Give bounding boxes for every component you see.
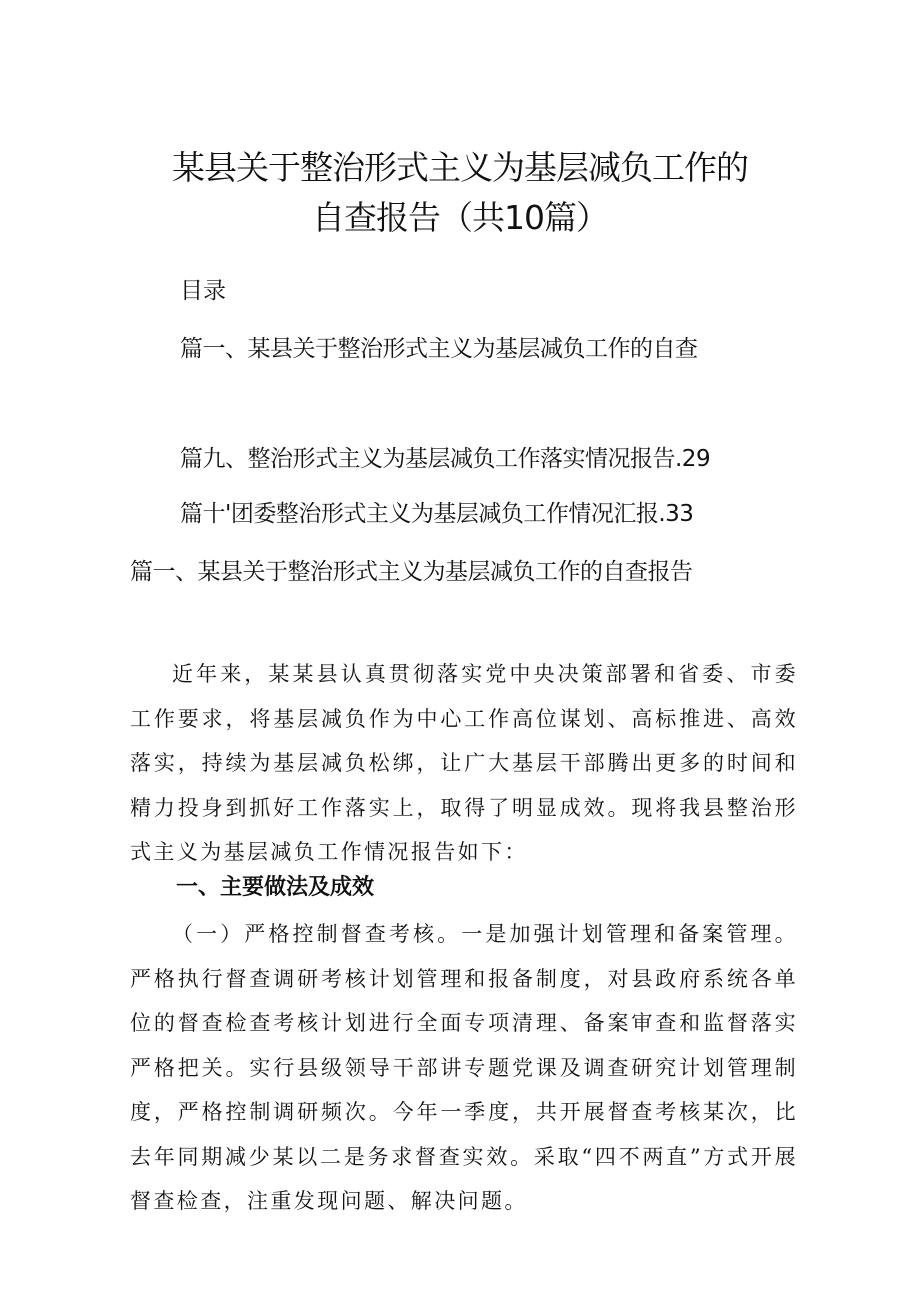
document-title-line-2: 自查报告（共10篇）	[312, 198, 608, 237]
intro-paragraph: 近年来，某某县认真贯彻落实党中央决策部署和省委、市委工作要求，将基层减负作为中心工作高位谋划、高标推进、高效落实，持续为基层减负松绑，让广大基层干部腾出更多的时间和精力投身到抓好工作落实上，取得了明显成效。现将我县整治形式主义为基层减负工作情况报告如下：	[130, 662, 798, 864]
toc-entry[interactable]: 篇十'团委整治形式主义为基层减负工作情况汇报.33	[180, 501, 694, 527]
toc-heading: 目录	[180, 278, 226, 304]
toc-entry[interactable]: 篇九、整治形式主义为基层减负工作落实情况报告.29	[180, 446, 711, 472]
section-heading: 篇一、某县关于整治形式主义为基层减负工作的自查报告	[130, 559, 693, 585]
subsection-heading: 一、主要做法及成效	[176, 875, 375, 900]
document-title-line-1: 某县关于整治形式主义为基层减负工作的	[172, 148, 748, 187]
toc-entry[interactable]: 篇一、某县关于整治形式主义为基层减负工作的自查	[180, 336, 698, 362]
body-paragraph: （一）严格控制督查考核。一是加强计划管理和备案管理。严格执行督查调研考核计划管理和报备制度，对县政府系统各单位的督查检查考核计划进行全面专项清理、备案审查和监督落实严格把关。实行县级领导干部讲专题党课及调查研究计划管理制度，严格控制调研频次。今年一季度，共开展督查考核某次，比去年同期减少某以二是务求督查实效。采取“四不两直”方式开展督查检查，注重发现问题、解决问题。	[130, 922, 798, 1213]
